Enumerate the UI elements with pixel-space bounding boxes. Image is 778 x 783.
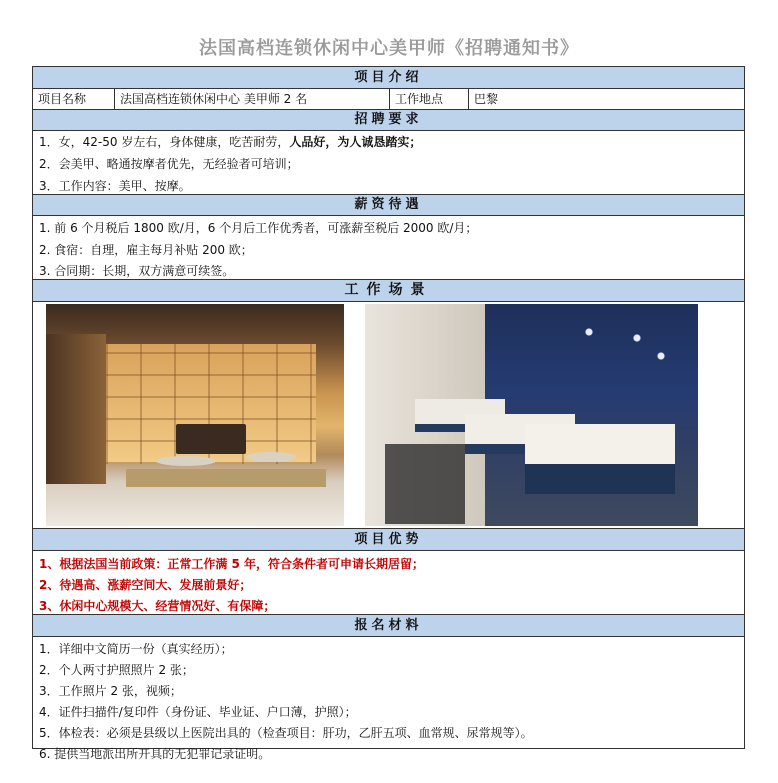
section-header-requirements: 招聘要求: [33, 109, 744, 131]
requirement-item-1: 1．女，42-50 岁左右，身体健康，吃苦耐劳，人品好，为人诚恳踏实；: [39, 135, 422, 149]
recruitment-table: [32, 66, 745, 761]
salary-item-1: 1. 前 6 个月税后 1800 欧/月，6 个月后工作优秀者，可涨薪至税后 2000 欧/月；: [39, 221, 478, 235]
document-title: 法国高档连锁休闲中心美甲师《招聘通知书》: [199, 38, 579, 59]
location-value: 巴黎: [474, 92, 499, 106]
location-label: 工作地点: [390, 89, 469, 110]
material-item-5: 5．体检表：必须是县级以上医院出具的（检查项目：肝功，乙肝五项、血常规、尿常规等）。: [39, 726, 533, 740]
section-header-project-intro: 项目介绍: [33, 66, 744, 89]
salary-item-3: 3. 合同期：长期，双方满意可续签。: [39, 264, 235, 278]
material-item-1: 1．详细中文简历一份（真实经历）；: [39, 642, 233, 656]
section-header-work-scenes: 工作场景: [33, 279, 744, 302]
advantage-item-2: 2、待遇高、涨薪空间大、发展前景好；: [39, 578, 252, 592]
material-item-6: 6. 提供当地派出所开具的无犯罪记录证明。: [39, 747, 271, 761]
requirement-item-2: 2．会美甲、略通按摩者优先，无经验者可培训；: [39, 157, 299, 171]
project-info-row: [33, 89, 744, 110]
section-header-advantages: 项目优势: [33, 528, 744, 551]
project-name-label: 项目名称: [33, 89, 115, 110]
requirement-emphasis: 人品好，为人诚恳踏实；: [289, 135, 422, 149]
advantage-item-1: 1、根据法国当前政策：正常工作满 5 年，符合条件者可申请长期居留；: [39, 557, 425, 571]
section-header-materials: 报名材料: [33, 614, 744, 637]
material-item-3: 3．工作照片 2 张，视频；: [39, 684, 182, 698]
massage-beds-room-photo: [365, 304, 698, 526]
project-name-value: 法国高档连锁休闲中心 美甲师 2 名: [115, 89, 390, 110]
section-header-salary: 薪资待遇: [33, 194, 744, 216]
advantage-item-3: 3、休闲中心规模大、经营情况好、有保障；: [39, 599, 276, 613]
salary-item-2: 2. 食宿：自理，雇主每月补贴 200 欧；: [39, 243, 253, 257]
material-item-4: 4．证件扫描件/复印件（身份证、毕业证、户口薄，护照）；: [39, 705, 357, 719]
requirement-item-3: 3．工作内容：美甲、按摩。: [39, 179, 191, 193]
material-item-2: 2．个人两寸护照照片 2 张；: [39, 663, 194, 677]
salt-stone-lounge-photo: [46, 304, 344, 526]
